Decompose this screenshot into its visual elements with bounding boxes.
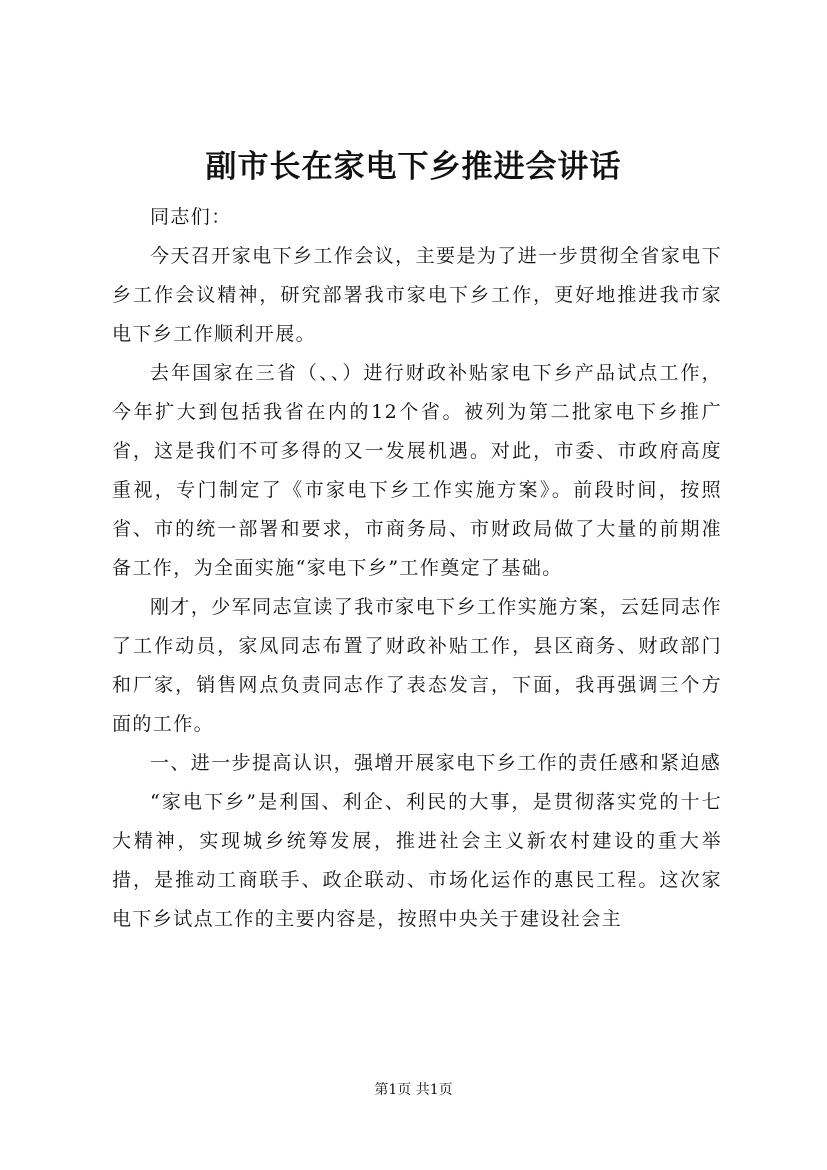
document-title: 副市长在家电下乡推进会讲话 bbox=[205, 149, 622, 185]
document-body bbox=[112, 198, 722, 939]
paragraph-purpose: 今天召开家电下乡工作会议，主要是为了进一步贯彻全省家电下乡工作会议精神，研究部署我市家电下乡工作，更好地推进我市家电下乡工作顺利开展。 bbox=[112, 245, 722, 345]
paragraph-background: 去年国家在三省（、、）进行财政补贴家电下乡产品试点工作，今年扩大到包括我省在内的12个省。被列为第二批家电下乡推广省，这是我们不可多得的又一发展机遇。对此，市委、市政府高度重视，专门制定了《市家电下乡工作实施方案》。前段时间，按照省、市的统一部署和要求，市商务局、市财政局做了大量的前期准备工作，为全面实施“家电下乡”工作奠定了基础。 bbox=[112, 362, 722, 579]
paragraph-salutation: 同志们： bbox=[150, 206, 232, 228]
paragraph-significance: “家电下乡”是利国、利企、利民的大事，是贯彻落实党的十七大精神，实现城乡统筹发展，推进社会主义新农村建设的重大举措，是推动工商联手、政企联动、市场化运作的惠民工程。这次家电下乡试点工作的主要内容是，按照中央关于建设社会主 bbox=[112, 791, 722, 930]
section-heading-one: 一、进一步提高认识，强增开展家电下乡工作的责任感和紧迫感 bbox=[150, 752, 722, 774]
page-footer: 第1页 共1页 bbox=[374, 1082, 453, 1098]
paragraph-summary: 刚才，少军同志宣读了我市家电下乡工作实施方案，云廷同志作了工作动员，家凤同志布置了财政补贴工作，县区商务、财政部门和厂家，销售网点负责同志作了表态发言，下面，我再强调三个方面的工作。 bbox=[112, 596, 722, 735]
